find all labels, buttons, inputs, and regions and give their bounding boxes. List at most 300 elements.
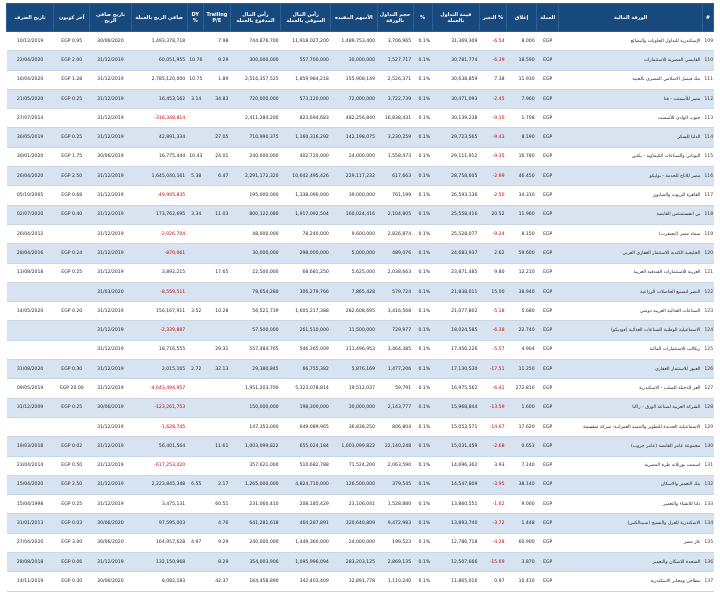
pe-ratio-cell: 2.17 [203, 475, 230, 494]
pe-ratio-cell [203, 398, 230, 417]
listed-shares-cell: 24,000,000 [331, 533, 377, 552]
paid-capital-cell: 354,003,906 [230, 553, 280, 572]
market-cap-cell: 66,755,382 [281, 360, 331, 379]
last-coupon-cell: EGP 0.03 [54, 514, 90, 533]
net-profit-date-cell: 31/12/2019 [90, 70, 131, 89]
table-row[interactable] [7, 224, 714, 243]
security-name-cell[interactable]: الخليجية الكندية للاستثمار العقاري العربي [559, 244, 703, 263]
security-name-cell[interactable]: العبور للاستثمار العقاري [559, 360, 703, 379]
pe-ratio-cell [203, 321, 230, 340]
pe-ratio-cell: 24.01 [203, 147, 230, 166]
security-name-cell[interactable]: زيكالب للاستثمارات المالية [559, 340, 703, 359]
row-number-cell: 113 [702, 109, 713, 128]
row-number-cell: 115 [702, 147, 713, 166]
traded-value-cell: 13,860,551 [432, 495, 479, 514]
change-cell: 7.38 [479, 70, 506, 89]
header-coupon-date[interactable]: تاريخ الصرف [7, 4, 54, 32]
table-row[interactable] [7, 360, 714, 379]
last-coupon-cell: EGP 0.25 [54, 263, 90, 282]
paid-capital-cell: 56,521,739 [230, 302, 280, 321]
dividend-yield-cell [187, 282, 203, 301]
currency-cell: EGP [537, 70, 559, 89]
dividend-yield-cell: 5.38 [187, 167, 203, 186]
paid-capital-cell: 57,500,000 [230, 321, 280, 340]
security-name-cell[interactable]: العربية للاستثمارات الفندقية العربية [559, 263, 703, 282]
security-name-cell[interactable]: بنك التعمير والاسكان [559, 475, 703, 494]
last-coupon-cell: EGP 0.25 [54, 89, 90, 108]
traded-value-cell: 18,024,585 [432, 321, 479, 340]
header-market-cap[interactable]: رأس المال السوقي بالعملة [281, 4, 331, 32]
coupon-date-cell: 26/04/2020 [7, 167, 54, 186]
security-name-cell[interactable]: بنك فيصل الاسلامي المصري بالجنية [559, 70, 703, 89]
close-cell: 60.900 [507, 533, 537, 552]
security-name-cell[interactable]: سماد مصر (ايجيفرت) [559, 224, 703, 243]
security-name-cell[interactable]: مجموعة عامر القابضة (عامر جروب) [559, 437, 703, 456]
pe-ratio-cell [203, 282, 230, 301]
close-cell: 8.190 [507, 128, 537, 147]
traded-value-cell: 11,865,016 [432, 572, 479, 591]
percent-cell: 0.1% [413, 51, 432, 70]
paid-capital-cell: 557,484,765 [230, 340, 280, 359]
traded-value-cell: 16,975,562 [432, 379, 479, 398]
currency-cell: EGP [537, 514, 559, 533]
net-profit-date-cell: 31/12/2019 [90, 437, 131, 456]
dividend-yield-cell [187, 128, 203, 147]
header-net-profit-date[interactable]: تاريخ صافي الربح [90, 4, 131, 32]
volume-cell: 2,143,777 [377, 398, 413, 417]
net-profit-date-cell: 31/12/2019 [90, 89, 131, 108]
close-cell: 11.930 [507, 70, 537, 89]
coupon-date-cell: 15/04/2020 [7, 475, 54, 494]
table-row[interactable] [7, 32, 714, 51]
close-cell: 8.000 [507, 32, 537, 51]
volume-cell: 1,527,717 [377, 51, 413, 70]
security-name-cell[interactable]: الشركة العربية لصناعة الورق - راكتا [559, 398, 703, 417]
row-number-cell: 116 [702, 167, 713, 186]
coupon-date-cell: 30/05/2019 [7, 128, 54, 147]
security-name-cell[interactable]: مصر للأسمنت - قنا [559, 89, 703, 108]
volume-cell: 2,038,663 [377, 263, 413, 282]
paid-capital-cell: 2,411,284,200 [230, 109, 280, 128]
listed-shares-cell: 5,625,000 [331, 263, 377, 282]
traded-value-cell: 13,893,740 [432, 514, 479, 533]
change-cell: -2.68 [479, 437, 506, 456]
table-row[interactable] [7, 186, 714, 205]
listed-shares-cell: 160,024,416 [331, 205, 377, 224]
listed-shares-cell: 7,865,428 [331, 282, 377, 301]
change-cell: -1.62 [479, 495, 506, 514]
table-row[interactable] [7, 51, 714, 70]
volume-cell: 199,523 [377, 533, 413, 552]
row-number-cell: 124 [702, 321, 713, 340]
percent-cell: 0.1% [413, 263, 432, 282]
dividend-yield-cell [187, 379, 203, 398]
row-number-cell: 122 [702, 282, 713, 301]
currency-cell: EGP [537, 437, 559, 456]
table-row[interactable] [7, 553, 714, 572]
change-cell: -3.72 [479, 514, 506, 533]
table-row[interactable] [7, 379, 714, 398]
net-profit-date-cell: 31/12/2019 [90, 302, 131, 321]
table-row[interactable] [7, 456, 714, 475]
table-header-row [7, 4, 714, 32]
volume-cell: 59,791 [377, 379, 413, 398]
header-paid-capital[interactable]: رأس المال المدفوع بالعملة [230, 4, 280, 32]
market-cap-cell: 649,089,965 [281, 417, 331, 436]
table-row[interactable] [7, 167, 714, 186]
percent-cell: 0.1% [413, 128, 432, 147]
currency-cell: EGP [537, 32, 559, 51]
securities-table [6, 3, 714, 592]
table-row[interactable] [7, 495, 714, 514]
dividend-yield-cell: 6.55 [187, 475, 203, 494]
traded-value-cell: 30,638,859 [432, 70, 479, 89]
header-pe-ratio[interactable]: Trailing P/E [203, 4, 230, 32]
security-name-cell[interactable]: الاسماعيلية الجديدة للتطوير والتنمية العمرانية- شركة منقسمة [559, 417, 703, 436]
pe-ratio-cell [203, 417, 230, 436]
table-row[interactable] [7, 437, 714, 456]
header-close[interactable]: إغلاق [507, 4, 537, 32]
security-name-cell[interactable]: مصر للاتاج للحدمة - بوليكو [559, 167, 703, 186]
coupon-date-cell [7, 417, 54, 436]
pe-ratio-cell [203, 109, 230, 128]
percent-cell: 0.1% [413, 302, 432, 321]
coupon-date-cell: 27/07/2014 [7, 109, 54, 128]
paid-capital-cell: 2,516,357,525 [230, 70, 280, 89]
table-row[interactable] [7, 572, 714, 591]
table-row[interactable] [7, 89, 714, 108]
market-cap-cell: 464,287,891 [281, 514, 331, 533]
header-security-name[interactable]: الورقة المالية [559, 4, 703, 32]
dividend-yield-cell [187, 572, 203, 591]
pe-ratio-cell: 1.89 [203, 70, 230, 89]
change-cell: -6.38 [479, 321, 506, 340]
table-body [7, 32, 714, 592]
row-number-cell: 128 [702, 398, 713, 417]
table-row[interactable] [7, 321, 714, 340]
net-profit-cell: 3,892,215 [131, 263, 187, 282]
table-row[interactable] [7, 128, 714, 147]
volume-cell: 761,199 [377, 186, 413, 205]
market-cap-cell: 1,859,984,218 [281, 70, 331, 89]
security-name-cell[interactable]: مطاحن ومخابز الاسكندرية [559, 572, 703, 591]
listed-shares-cell: 320,640,809 [331, 514, 377, 533]
coupon-date-cell: 10/12/2019 [7, 32, 54, 51]
currency-cell: EGP [537, 302, 559, 321]
percent-cell: 0.1% [413, 89, 432, 108]
dividend-yield-cell [187, 553, 203, 572]
percent-cell: 0.1% [413, 109, 432, 128]
volume-cell: 489,076 [377, 244, 413, 263]
net-profit-date-cell: 31/12/2019 [90, 167, 131, 186]
change-cell: -4.28 [479, 533, 506, 552]
market-cap-cell: 1,095,996,094 [281, 553, 331, 572]
close-cell: 5.680 [507, 302, 537, 321]
traded-value-cell: 25,558,416 [432, 205, 479, 224]
table-row[interactable] [7, 282, 714, 301]
row-number-cell: 118 [702, 205, 713, 224]
row-number-cell: 123 [702, 302, 713, 321]
security-name-cell[interactable]: الدلتا للسكر [559, 128, 703, 147]
table-row[interactable] [7, 340, 714, 359]
security-name-cell[interactable]: الاسكندرية للغزل والنسيج (سبينالكس) [559, 514, 703, 533]
net-profit-cell: 1,645,040,161 [131, 167, 187, 186]
traded-value-cell: 12,507,666 [432, 553, 479, 572]
header-volume[interactable]: حجم التداول بالورقة [377, 4, 413, 32]
pe-ratio-cell: 10.28 [203, 302, 230, 321]
change-cell: -5.18 [479, 302, 506, 321]
traded-value-cell: 28,758,605 [432, 167, 479, 186]
change-cell: -9.10 [479, 109, 506, 128]
net-profit-cell: -8,559,511 [131, 282, 187, 301]
coupon-date-cell: 31/01/2013 [7, 514, 54, 533]
security-name-cell[interactable]: الإسكندرية للتداول الحاويات والبضائع [559, 32, 703, 51]
pe-ratio-cell: 6.47 [203, 167, 230, 186]
net-profit-cell: 156,167,911 [131, 302, 187, 321]
paid-capital-cell: 240,000,000 [230, 147, 280, 166]
net-profit-cell: 2,785,120,000 [131, 70, 187, 89]
security-name-cell[interactable]: القابضي المصرية للاستثمارات [559, 51, 703, 70]
percent-cell: 0.1% [413, 398, 432, 417]
close-cell: 10.410 [507, 572, 537, 591]
paid-capital-cell: 30,000,000 [230, 244, 280, 263]
market-cap-cell: 306,279,766 [281, 282, 331, 301]
change-cell: -6.54 [479, 32, 506, 51]
row-number-cell: 130 [702, 437, 713, 456]
net-profit-cell: 1,493,378,718 [131, 32, 187, 51]
coupon-date-cell: 26/04/2012 [7, 224, 54, 243]
paid-capital-cell: 195,000,000 [230, 186, 280, 205]
percent-cell: 0.1% [413, 533, 432, 552]
row-number-cell: 127 [702, 379, 713, 398]
listed-shares-cell: 30,000,000 [331, 398, 377, 417]
close-cell: 3.870 [507, 553, 537, 572]
pe-ratio-cell: 8.29 [203, 553, 230, 572]
dividend-yield-cell: 4.97 [187, 533, 203, 552]
security-name-cell[interactable]: الصناعات الغذائية العربية دومتي [559, 302, 703, 321]
percent-cell: 0.1% [413, 456, 432, 475]
traded-value-cell: 30,139,238 [432, 109, 479, 128]
percent-cell: 0.1% [413, 360, 432, 379]
security-name-cell[interactable]: دلتا للانشاء والتعمير [559, 495, 703, 514]
header-dividend-yield[interactable]: DY % [187, 4, 203, 32]
dividend-yield-cell [187, 495, 203, 514]
dividend-yield-cell: 10.43 [187, 147, 203, 166]
volume-cell: 3,416,568 [377, 302, 413, 321]
security-name-cell[interactable]: القاهرة للزيوت والصابون [559, 186, 703, 205]
percent-cell: 0.1% [413, 321, 432, 340]
traded-value-cell: 29,111,912 [432, 147, 479, 166]
listed-shares-cell: 111,496,953 [331, 340, 377, 359]
security-name-cell[interactable]: جنوب الوادي للأسمنت [559, 109, 703, 128]
dividend-yield-cell: 10.75 [187, 70, 203, 89]
change-cell: -2.50 [479, 186, 506, 205]
row-number-cell: 117 [702, 186, 713, 205]
header-last-coupon[interactable]: آخر كوبون [54, 4, 90, 32]
traded-value-cell: 31,369,309 [432, 32, 479, 51]
listed-shares-cell: 142,198,075 [331, 128, 377, 147]
dividend-yield-cell: 3.52 [187, 302, 203, 321]
security-name-cell[interactable]: اليوناني والصناعات الكيماوية - يكتين [559, 147, 703, 166]
change-cell: -2.99 [479, 167, 506, 186]
table-row[interactable] [7, 302, 714, 321]
market-cap-cell: 68,681,250 [281, 263, 331, 282]
market-cap-cell: 342,403,409 [281, 572, 331, 591]
table-row[interactable] [7, 263, 714, 282]
table-row[interactable] [7, 514, 714, 533]
header-percent[interactable]: % [413, 4, 432, 32]
header-currency[interactable]: العملة [537, 4, 559, 32]
percent-cell: 0.1% [413, 572, 432, 591]
traded-value-cell: 21,077,802 [432, 302, 479, 321]
percent-cell: 0.1% [413, 437, 432, 456]
market-cap-cell: 655,024,184 [281, 437, 331, 456]
table-row[interactable] [7, 533, 714, 552]
net-profit-date-cell: 31/12/2019 [90, 244, 131, 263]
percent-cell: 0.1% [413, 379, 432, 398]
pe-ratio-cell: 32.13 [203, 360, 230, 379]
traded-value-cell: 24,683,937 [432, 244, 479, 263]
percent-cell: 0.1% [413, 340, 432, 359]
volume-cell: 379,545 [377, 475, 413, 494]
security-name-cell[interactable]: غاز مصر [559, 533, 703, 552]
dividend-yield-cell [187, 32, 203, 51]
net-profit-date-cell: 31/12/2019 [90, 475, 131, 494]
table-row[interactable] [7, 475, 714, 494]
listed-shares-cell: 30,000,000 [331, 51, 377, 70]
coupon-date-cell: 30/01/2020 [7, 147, 54, 166]
percent-cell: 0.1% [413, 224, 432, 243]
row-number-cell: 129 [702, 417, 713, 436]
change-cell: 3.93 [479, 456, 506, 475]
market-cap-cell: 10,642,495,426 [281, 167, 331, 186]
last-coupon-cell: EGP 3.00 [54, 533, 90, 552]
last-coupon-cell: EGP 0.40 [54, 205, 90, 224]
row-number-cell: 136 [702, 553, 713, 572]
volume-cell: 16,838,431 [377, 109, 413, 128]
table-row[interactable] [7, 205, 714, 224]
change-cell: -9.35 [479, 147, 506, 166]
header-change[interactable]: التغير % [479, 4, 506, 32]
row-number-cell: 131 [702, 456, 713, 475]
pe-ratio-cell [203, 224, 230, 243]
close-cell: 272.810 [507, 379, 537, 398]
close-cell: 38.940 [507, 282, 537, 301]
pe-ratio-cell: 9.29 [203, 51, 230, 70]
pe-ratio-cell [203, 456, 230, 475]
dividend-yield-cell: 2.72 [187, 360, 203, 379]
security-name-cell[interactable]: العز الدخيلة للصلب - الاسكندرية [559, 379, 703, 398]
header-net-profit[interactable]: صافي الربح بالعملة [131, 4, 187, 32]
dividend-yield-cell [187, 437, 203, 456]
currency-cell: EGP [537, 553, 559, 572]
table-row[interactable] [7, 244, 714, 263]
listed-shares-cell: 283,203,125 [331, 553, 377, 572]
paid-capital-cell: 240,000,000 [230, 533, 280, 552]
coupon-date-cell: 15/04/1998 [7, 495, 54, 514]
dividend-yield-cell [187, 244, 203, 263]
header-listed-shares[interactable]: الأسهم المقيدة [331, 4, 377, 32]
net-profit-cell: 16,453,162 [131, 89, 187, 108]
percent-cell: 0.1% [413, 417, 432, 436]
security-name-cell[interactable]: الاسماعيلية الوطنية للصناعات الغذائية (فوديكو) [559, 321, 703, 340]
market-cap-cell: 198,300,000 [281, 398, 331, 417]
market-cap-cell: 402,720,000 [281, 147, 331, 166]
net-profit-date-cell: 30/06/2020 [90, 514, 131, 533]
paid-capital-cell: 48,000,000 [230, 224, 280, 243]
change-cell: -13.59 [479, 398, 506, 417]
volume-cell: 2,063,590 [377, 456, 413, 475]
paid-capital-cell: 720,000,000 [230, 89, 280, 108]
table-row[interactable] [7, 417, 714, 436]
volume-cell: 1,110,240 [377, 572, 413, 591]
close-cell: 1.708 [507, 109, 537, 128]
security-name-cell[interactable]: بي انفستمنتس القابضة [559, 205, 703, 224]
net-profit-cell: -316,348,814 [131, 109, 187, 128]
listed-shares-cell: 36,838,250 [331, 417, 377, 436]
security-name-cell[interactable]: المتحدة للاسكان والتعمير [559, 553, 703, 572]
net-profit-date-cell: 30/06/2019 [90, 147, 131, 166]
net-profit-date-cell: 31/12/2019 [90, 205, 131, 224]
paid-capital-cell: 22,500,000 [230, 263, 280, 282]
security-name-cell[interactable]: النصر لتصنيع الحاصلات الزراعية [559, 282, 703, 301]
security-name-cell[interactable]: اسمنت بورتلاند طرة المصرية [559, 456, 703, 475]
currency-cell: EGP [537, 495, 559, 514]
net-profit-date-cell: 31/12/2019 [90, 495, 131, 514]
paid-capital-cell: 641,281,618 [230, 514, 280, 533]
net-profit-cell: 97,595,003 [131, 514, 187, 533]
market-cap-cell: 510,682,788 [281, 456, 331, 475]
currency-cell: EGP [537, 417, 559, 436]
currency-cell: EGP [537, 147, 559, 166]
paid-capital-cell: 164,458,890 [230, 572, 280, 591]
dividend-yield-cell: 10.76 [187, 51, 203, 70]
last-coupon-cell: EGP 0.68 [54, 186, 90, 205]
header-traded-value[interactable]: قيمة التداول بالعملة [432, 4, 479, 32]
change-cell: 0.97 [479, 572, 506, 591]
market-cap-cell: 1,338,090,000 [281, 186, 331, 205]
table-row[interactable] [7, 109, 714, 128]
percent-cell: 0.1% [413, 32, 432, 51]
net-profit-cell: 60,051,955 [131, 51, 187, 70]
net-profit-cell: -123,261,753 [131, 398, 187, 417]
currency-cell: EGP [537, 186, 559, 205]
traded-value-cell: 25,528,077 [432, 224, 479, 243]
table-row[interactable] [7, 70, 714, 89]
pe-ratio-cell: 27.05 [203, 128, 230, 147]
paid-capital-cell: 78,654,280 [230, 282, 280, 301]
volume-cell: 3,230,259 [377, 128, 413, 147]
header-row-number[interactable]: # [702, 4, 713, 32]
paid-capital-cell: 800,122,080 [230, 205, 280, 224]
paid-capital-cell: 744,876,700 [230, 32, 280, 51]
listed-shares-cell: 126,500,000 [331, 475, 377, 494]
table-row[interactable] [7, 398, 714, 417]
currency-cell: EGP [537, 244, 559, 263]
listed-shares-cell: 5,876,169 [331, 360, 377, 379]
change-cell: 2.62 [479, 244, 506, 263]
currency-cell: EGP [537, 321, 559, 340]
listed-shares-cell: 24,000,000 [331, 147, 377, 166]
last-coupon-cell: EGP 0.30 [54, 360, 90, 379]
paid-capital-cell: 147,353,000 [230, 417, 280, 436]
last-coupon-cell [54, 282, 90, 301]
listed-shares-cell: 32,891,778 [331, 572, 377, 591]
percent-cell: 0.1% [413, 475, 432, 494]
volume-cell: 2,104,805 [377, 205, 413, 224]
table-row[interactable] [7, 147, 714, 166]
dividend-yield-cell [187, 456, 203, 475]
